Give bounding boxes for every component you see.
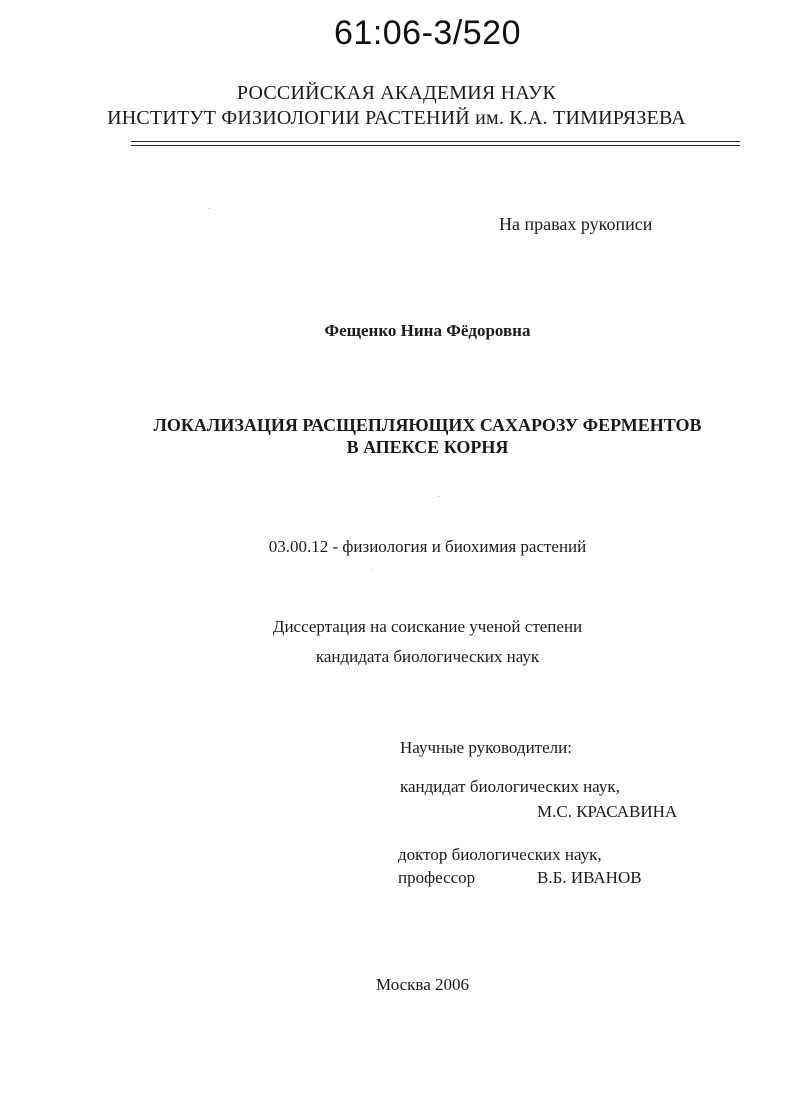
scan-speck [438,496,439,497]
scan-speck [372,569,373,570]
supervisor-1-name: М.С. КРАСАВИНА [537,802,678,821]
scan-speck [209,208,210,209]
degree-statement-line1: Диссертация на соискание ученой степени [272,617,583,636]
supervisor-1-degree: кандидат биологических наук, [400,777,620,796]
supervisor-2-rank: профессор [398,868,476,887]
supervisor-2-name: В.Б. ИВАНОВ [537,868,642,887]
dissertation-title-line1: ЛОКАЛИЗАЦИЯ РАСЩЕПЛЯЮЩИХ САХАРОЗУ ФЕРМЕНТОВ [153,415,702,435]
specialty-code: 03.00.12 - физиология и биохимия растений [268,537,587,556]
degree-statement-line2: кандидата биологических наук [315,647,540,666]
supervisor-2-degree: доктор биологических наук, [398,845,602,864]
catalog-number-stamp: 61:06-3/520 [334,14,521,52]
header-rule-bottom [131,145,740,146]
organization-academy: РОССИЙСКАЯ АКАДЕМИЯ НАУК [236,82,557,104]
rights-note: На правах рукописи [499,214,653,234]
city-year: Москва 2006 [376,975,470,994]
dissertation-title-line2: В АПЕКСЕ КОРНЯ [346,437,509,457]
supervisors-heading: Научные руководители: [400,738,572,757]
author-name: Фещенко Нина Фёдоровна [324,321,531,340]
organization-institute: ИНСТИТУТ ФИЗИОЛОГИИ РАСТЕНИЙ им. К.А. ТИМИРЯЗЕВА [107,107,686,129]
header-rule-top [131,141,740,142]
